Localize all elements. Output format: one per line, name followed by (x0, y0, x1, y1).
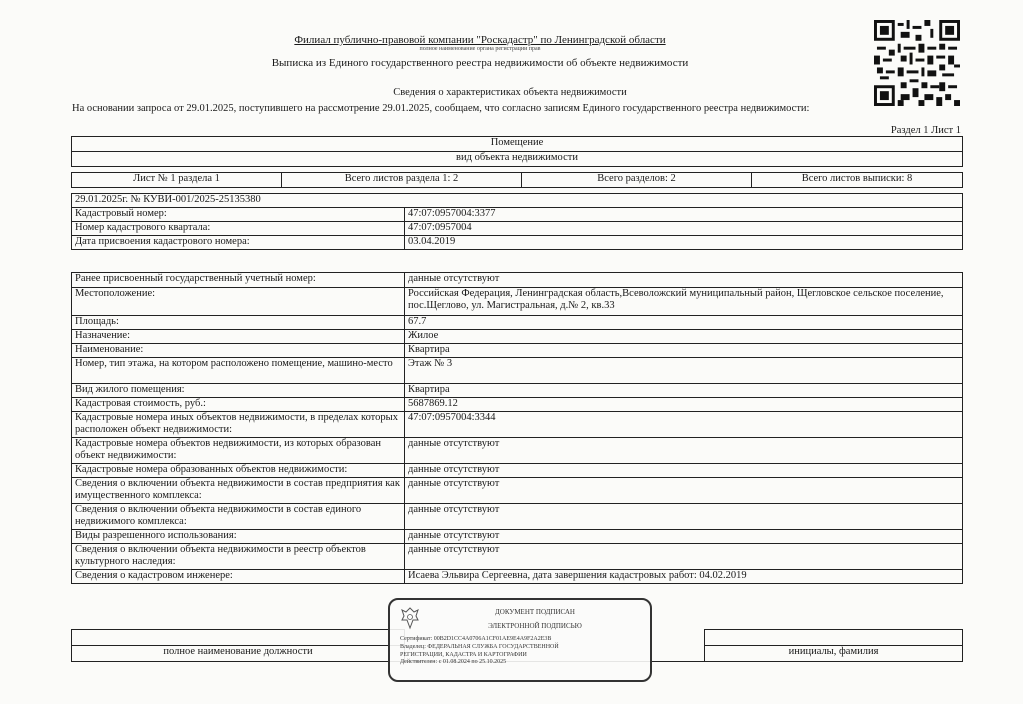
sheet-number: Лист № 1 раздела 1 (72, 173, 282, 188)
object-type-table (71, 136, 963, 167)
row-value: данные отсутствуют (405, 544, 963, 570)
row-label: Сведения о включении объекта недвижимости в состав единого недвижимого комплекса: (72, 504, 405, 530)
sheets-total: Всего листов выписки: 8 (752, 173, 963, 188)
document-title: Выписка из Единого государственного реестра недвижимости об объекте недвижимости (271, 57, 689, 69)
stamp-certificate: Сертификат: 00B2D1CC4A0706A1CF01AE9E4A9F2A2E3B (400, 636, 552, 642)
electronic-signature-stamp (388, 598, 652, 682)
table-row (72, 273, 963, 288)
stamp-line-1: ДОКУМЕНТ ПОДПИСАН (495, 608, 575, 616)
registry-table (71, 193, 963, 250)
table-row (72, 222, 963, 236)
stamp-valid: Действителен: с 01.08.2024 по 25.10.2025 (400, 659, 507, 666)
table-row (72, 438, 963, 464)
row-value: данные отсутствуют (405, 478, 963, 504)
row-value: 5687869.12 (405, 398, 963, 412)
stamp-line-2: ЭЛЕКТРОННОЙ ПОДПИСЬЮ (488, 622, 582, 630)
row-label: Наименование: (72, 344, 405, 358)
table-row (72, 530, 963, 544)
row-value: данные отсутствуют (405, 438, 963, 464)
table-row (72, 464, 963, 478)
org-title: Филиал публично-правовой компании "Роскадастр" по Ленинградской области (294, 34, 666, 46)
row-value: 67.7 (405, 316, 963, 330)
emblem-icon (400, 606, 420, 630)
row-label: Площадь: (72, 316, 405, 330)
row-label: Номер кадастрового квартала: (72, 222, 405, 236)
table-row (72, 504, 963, 530)
row-label: Кадастровые номера образованных объектов недвижимости: (72, 464, 405, 478)
row-label: Кадастровые номера иных объектов недвижимости, в пределах которых расположен объект недвижимости: (72, 412, 405, 438)
table-row (72, 478, 963, 504)
row-value: 03.04.2019 (405, 236, 963, 250)
sections-total: Всего разделов: 2 (522, 173, 752, 188)
table-row (72, 384, 963, 398)
row-value: данные отсутствуют (405, 530, 963, 544)
initials-caption: инициалы, фамилия (705, 646, 963, 662)
position-caption: полное наименование должности (72, 646, 405, 662)
row-value: данные отсутствуют (405, 504, 963, 530)
row-value: Квартира (405, 344, 963, 358)
row-label: Кадастровая стоимость, руб.: (72, 398, 405, 412)
row-label: Номер, тип этажа, на котором расположено помещение, машино-место (72, 358, 405, 384)
details-table (71, 272, 963, 584)
intro-text: На основании запроса от 29.01.2025, поступившего на рассмотрение 29.01.2025, сообщаем, что согласно записям Единого государственного реестра недвижимости: (72, 103, 810, 114)
row-label: Кадастровый номер: (72, 208, 405, 222)
table-row (72, 398, 963, 412)
row-label: Виды разрешенного использования: (72, 530, 405, 544)
table-row (72, 330, 963, 344)
sheets-in-section: Всего листов раздела 1: 2 (282, 173, 522, 188)
qr-code (872, 20, 962, 106)
row-label: Местоположение: (72, 288, 405, 316)
row-label: Назначение: (72, 330, 405, 344)
stamp-owner-cont: РЕГИСТРАЦИИ, КАДАСТРА И КАРТОГРАФИИ (400, 651, 527, 658)
table-row (72, 570, 963, 584)
table-row (72, 208, 963, 222)
table-row (72, 344, 963, 358)
stamp-owner: Владелец: ФЕДЕРАЛЬНАЯ СЛУЖБА ГОСУДАРСТВЕННОЙ (400, 643, 559, 650)
row-value: Российская Федерация, Ленинградская область,Всеволожский муниципальный район, Щегловское сельское поселение, пос.Щеглово, ул. Магистральная, д.№ 2, кв.33 (405, 288, 963, 316)
object-type: Помещение (72, 137, 963, 152)
row-value: данные отсутствуют (405, 464, 963, 478)
row-value: данные отсутствуют (405, 273, 963, 288)
table-row (72, 412, 963, 438)
row-value: Исаева Эльвира Сергеевна, дата завершения кадастровых работ: 04.02.2019 (405, 570, 963, 584)
stamp-info (400, 636, 645, 667)
sheets-table (71, 172, 963, 188)
row-value: Квартира (405, 384, 963, 398)
table-row (72, 316, 963, 330)
table-row (72, 358, 963, 384)
row-label: Сведения о кадастровом инженере: (72, 570, 405, 584)
row-label: Кадастровые номера объектов недвижимости, из которых образован объект недвижимости: (72, 438, 405, 464)
row-value: 47:07:0957004:3344 (405, 412, 963, 438)
initials-blank (705, 630, 963, 646)
org-subtitle: полное наименование органа регистрации прав (419, 46, 541, 52)
row-value: 47:07:0957004 (405, 222, 963, 236)
row-label: Ранее присвоенный государственный учетный номер: (72, 273, 405, 288)
position-blank (72, 630, 405, 646)
row-label: Вид жилого помещения: (72, 384, 405, 398)
row-value: Жилое (405, 330, 963, 344)
table-row (72, 544, 963, 570)
row-label: Сведения о включении объекта недвижимости в реестр объектов культурного наследия: (72, 544, 405, 570)
row-label: Сведения о включении объекта недвижимости в состав предприятия как имущественного комплекса: (72, 478, 405, 504)
row-value: 47:07:0957004:3377 (405, 208, 963, 222)
row-label: Дата присвоения кадастрового номера: (72, 236, 405, 250)
section-title: Сведения о характеристиках объекта недвижимости (393, 87, 627, 98)
object-type-caption: вид объекта недвижимости (72, 152, 963, 167)
table-row (72, 288, 963, 316)
request-id: 29.01.2025г. № КУВИ-001/2025-25135380 (72, 194, 963, 208)
sheet-mark: Раздел 1 Лист 1 (890, 125, 961, 136)
row-value: Этаж № 3 (405, 358, 963, 384)
table-row (72, 236, 963, 250)
